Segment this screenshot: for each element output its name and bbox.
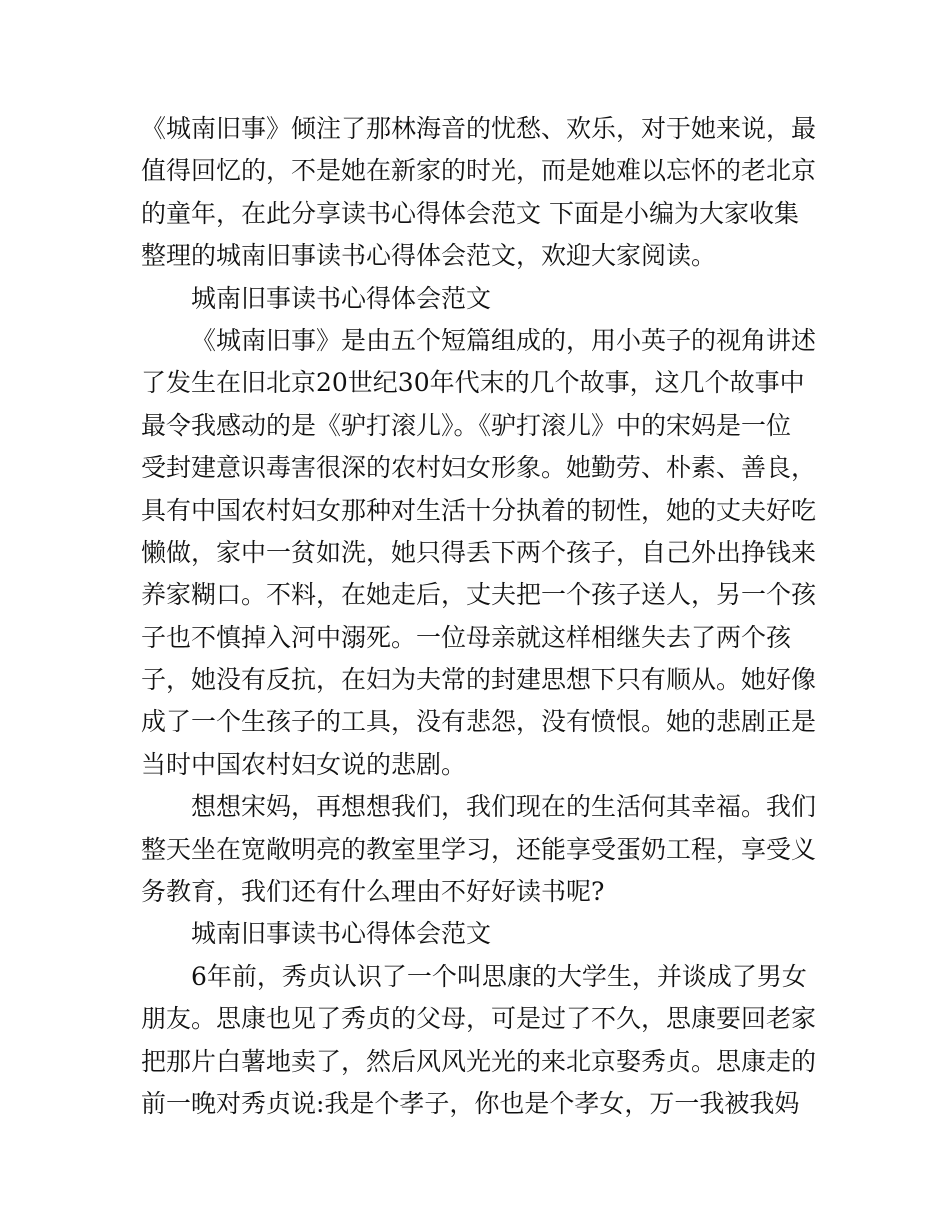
text-line: 具有中国农村妇女那种对生活十分执着的韧性，她的丈夫好吃 [141,495,817,525]
text-line: 子，她没有反抗，在妇为夫常的封建思想下只有顺从。她好像 [141,665,817,695]
text-line: 《城南旧事》倾注了那林海音的忧愁、欢乐，对于她来说，最 [141,114,817,143]
section-heading: 城南旧事读书心得体会范文 [191,283,492,313]
text-line: 整理的城南旧事读书心得体会范文，欢迎大家阅读。 [141,241,717,271]
document-body [141,108,821,1125]
text-line: 务教育，我们还有什么理由不好好读书呢? [141,877,605,907]
text-line: 懒做，家中一贫如洗，她只得丢下两个孩子，自己外出挣钱来 [141,537,817,567]
text-line: 子也不慎掉入河中溺死。一位母亲就这样相继失去了两个孩 [141,622,792,652]
text-line: 成了一个生孩子的工具，没有悲怨，没有愤恨。她的悲剧正是 [141,707,817,737]
paragraph-start-line: 《城南旧事》是由五个短篇组成的，用小英子的视角讲述 [191,325,817,355]
text-line: 朋友。思康也见了秀贞的父母，可是过了不久，思康要回老家 [141,1004,817,1034]
text-line: 前一晚对秀贞说:我是个孝子，你也是个孝女，万一我被我妈 [141,1088,800,1118]
text-line: 把那片白薯地卖了，然后风风光光的来北京娶秀贞。思康走的 [141,1046,817,1076]
text-line: 当时中国农村妇女说的悲剧。 [141,749,467,779]
text-line: 整天坐在宽敞明亮的教室里学习，还能享受蛋奶工程，享受义 [141,834,817,864]
paragraph-start-line: 6年前，秀贞认识了一个叫思康的大学生，并谈成了男女 [191,961,807,991]
text-line: 了发生在旧北京20世纪30年代末的几个故事，这几个故事中 [141,368,805,398]
text-line: 值得回忆的，不是她在新家的时光，而是她难以忘怀的老北京 [141,156,817,186]
paragraph-start-line: 想想宋妈，再想想我们，我们现在的生活何其幸福。我们 [191,792,817,822]
text-line: 的童年，在此分享读书心得体会范文 下面是小编为大家收集 [141,198,799,228]
text-line: 养家糊口。不料，在她走后，丈夫把一个孩子送人，另一个孩 [141,580,817,610]
section-heading: 城南旧事读书心得体会范文 [191,919,492,949]
text-line: 受封建意识毒害很深的农村妇女形象。她勤劳、朴素、善良， [141,453,817,483]
text-line: 最令我感动的是《驴打滚儿》。《驴打滚儿》中的宋妈是一位 [141,410,792,440]
